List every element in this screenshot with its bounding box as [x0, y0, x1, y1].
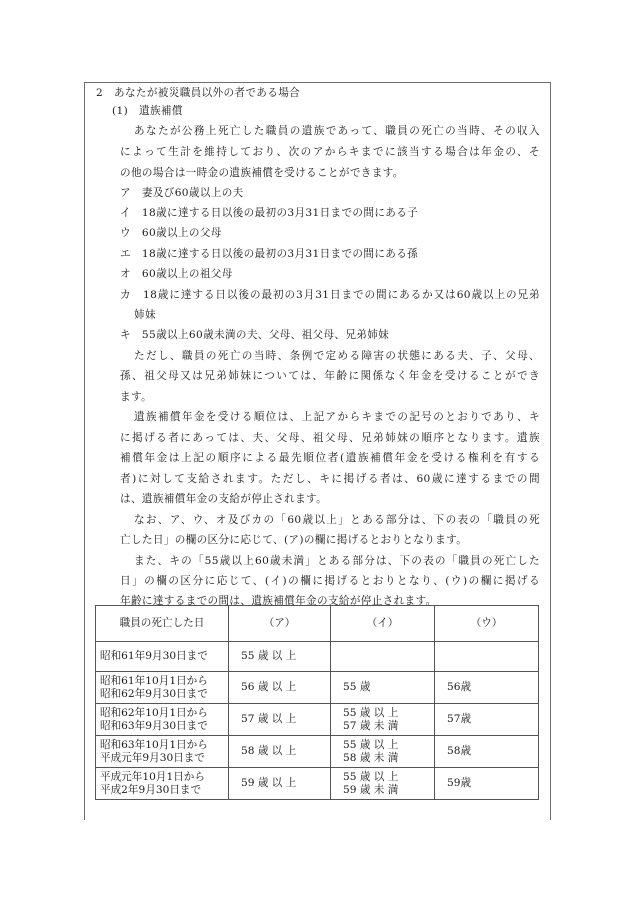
header-date: 職員の死亡した日 — [96, 606, 229, 642]
list-item: カ 18歳に達する日以後の最初の3月31日までの間にあるか又は60歳以上の兄弟 — [120, 289, 540, 301]
table-row — [96, 736, 539, 768]
date-line: 昭和62年10月1日から — [100, 706, 208, 719]
age-i-line: 55 歳 — [343, 681, 371, 693]
table-header-row — [96, 606, 539, 642]
intro-line: の他の場合は一時金の遺族補償を受けることができます。 — [120, 167, 404, 179]
age-a-cell: 59 歳 以 上 — [229, 768, 331, 800]
paragraph-line: に掲げる者にあっては、夫、父母、祖父母、兄弟姉妹の順序となります。遺族 — [120, 432, 540, 444]
age-u-cell — [435, 642, 539, 672]
age-i-line: 55 歳 以 上 — [343, 770, 399, 783]
age-a-cell: 56 歳 以 上 — [229, 672, 331, 704]
age-u-cell: 57歳 — [435, 704, 539, 736]
paragraph-line: 年齢に達するまでの間は、遺族補償年金の支給が停止されます。 — [120, 595, 437, 607]
paragraph-line: ただし、職員の死亡の当時、条例で定める障害の状態にある夫、子、父母、 — [134, 350, 540, 362]
paragraph-line: ます。 — [120, 391, 152, 403]
table-row — [96, 768, 539, 800]
table-row — [96, 704, 539, 736]
paragraph-line: なお、ア、ウ、オ及びカの「60歳以上」とある部分は、下の表の「職員の死 — [134, 514, 540, 526]
list-item-continuation: 姉妹 — [134, 309, 156, 321]
paragraph-line: また、キの「55歳以上60歳未満」とある部分は、下の表の「職員の死亡した — [134, 555, 540, 567]
age-i-line: 58 歳 未 満 — [343, 751, 399, 764]
age-i-cell — [331, 642, 435, 672]
list-item: ウ 60歳以上の父母 — [120, 227, 222, 239]
date-line: 昭和63年10月1日から — [100, 738, 208, 751]
date-cell — [96, 736, 229, 768]
date-cell — [96, 704, 229, 736]
paragraph-line: 亡した日」の欄の区分に応じて、(ア)の欄に掲げるとおりとなります。 — [120, 534, 468, 546]
list-item: エ 18歳に達する日以後の最初の3月31日までの間にある孫 — [120, 248, 419, 260]
paragraph-line: 者)に対して支給されます。ただし、キに掲げる者は、60歳に達するまでの間 — [120, 473, 540, 485]
intro-line: によって生計を維持しており、次のアからキまでに該当する場合は年金の、そ — [120, 146, 540, 158]
age-a-cell: 55 歳 以 上 — [229, 642, 331, 672]
header-i: （イ） — [331, 606, 435, 642]
age-i-line: 55 歳 以 上 — [343, 706, 399, 719]
age-u-cell: 59歳 — [435, 768, 539, 800]
paragraph-line: 日」の欄の区分に応じて、(イ)の欄に掲げるとおりとなり、(ウ)の欄に掲げる — [120, 575, 540, 587]
age-i-line: 59 歳 未 満 — [343, 783, 399, 796]
date-line: 昭和62年9月30日まで — [100, 687, 208, 700]
list-item: キ 55歳以上60歳未満の夫、父母、祖父母、兄弟姉妹 — [120, 329, 390, 341]
table-row — [96, 642, 539, 672]
list-item: イ 18歳に達する日以後の最初の3月31日までの間にある子 — [120, 207, 419, 219]
age-table — [95, 605, 539, 800]
list-item: オ 60歳以上の祖父母 — [120, 268, 233, 280]
age-i-line: 55 歳 以 上 — [343, 738, 399, 751]
date-line: 昭和61年10月1日から — [100, 674, 208, 687]
intro-line: あなたが公務上死亡した職員の遺族であって、職員の死亡の当時、その収入 — [134, 125, 540, 137]
age-a-cell: 58 歳 以 上 — [229, 736, 331, 768]
list-item: ア 妻及び60歳以上の夫 — [120, 187, 244, 199]
age-u-cell: 58歳 — [435, 736, 539, 768]
date-line: 平成元年10月1日から — [100, 770, 205, 783]
date-line: 平成元年9月30日まで — [100, 751, 205, 764]
date-cell — [96, 768, 229, 800]
paragraph-line: 孫、祖父母又は兄弟姉妹については、年齢に関係なく年金を受けることができ — [120, 370, 540, 382]
age-i-line: 57 歳 未 満 — [343, 719, 399, 732]
date-cell — [96, 642, 229, 672]
paragraph-line: は、遺族補償年金の支給が停止されます。 — [120, 493, 328, 505]
paragraph-line: 補償年金は上記の順序による最先順位者(遺族補償年金を受ける権利を有する — [120, 452, 540, 464]
section-heading: 2 あなたが被災職員以外の者である場合 — [96, 87, 301, 99]
date-cell — [96, 672, 229, 704]
age-i-cell — [331, 704, 435, 736]
age-u-cell: 56歳 — [435, 672, 539, 704]
age-i-cell — [331, 768, 435, 800]
date-line: 平成2年9月30日まで — [100, 783, 202, 796]
paragraph-line: 遺族補償年金を受ける順位は、上記アからキまでの記号のとおりであり、キ — [134, 411, 540, 423]
header-u: （ウ） — [435, 606, 539, 642]
subsection-heading: (1) 遺族補償 — [112, 105, 183, 117]
date-line: 昭和63年9月30日まで — [100, 719, 208, 732]
age-i-cell — [331, 736, 435, 768]
date-line: 昭和61年9月30日まで — [100, 650, 208, 662]
age-i-cell — [331, 672, 435, 704]
header-a: （ア） — [229, 606, 331, 642]
age-a-cell: 57 歳 以 上 — [229, 704, 331, 736]
table-row — [96, 672, 539, 704]
